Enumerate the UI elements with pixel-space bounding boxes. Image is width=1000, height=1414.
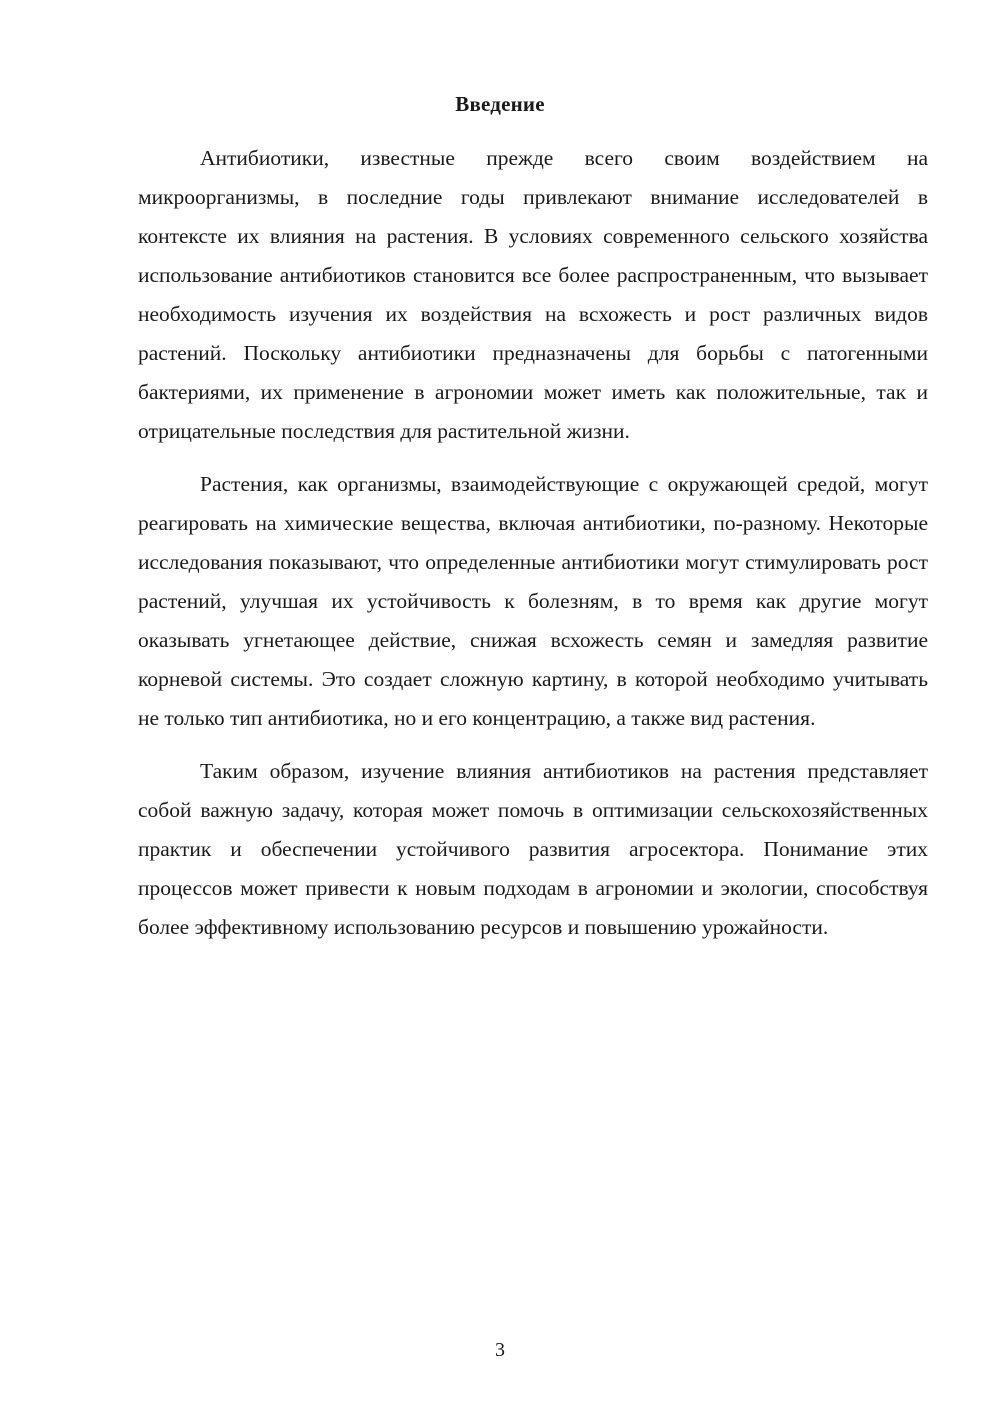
- paragraph-2: Растения, как организмы, взаимодействующие с окружающей средой, могут реагировать на химические вещества, включая антибиотики, по-разному. Некоторые исследования показывают, что определенные антибиотики могут стимулировать рост растений, улучшая их устойчивость к болезням, в то время как другие могут оказывать угнетающее действие, снижая всхожесть семян и замедляя развитие корневой системы. Это создает сложную картину, в которой необходимо учитывать не только тип антибиотика, но и его концентрацию, а также вид растения.: [138, 472, 928, 730]
- page-title: Введение: [455, 92, 545, 116]
- paragraph-1: Антибиотики, известные прежде всего своим воздействием на микроорганизмы, в последние годы привлекают внимание исследователей в контексте их влияния на растения. В условиях современного сельского хозяйства использование антибиотиков становится все более распространенным, что вызывает необходимость изучения их воздействия на всхожесть и рост различных видов растений. Поскольку антибиотики предназначены для борьбы с патогенными бактериями, их применение в агрономии может иметь как положительные, так и отрицательные последствия для растительной жизни.: [138, 146, 928, 443]
- page-number: 3: [495, 1339, 505, 1361]
- paragraph-3: Таким образом, изучение влияния антибиотиков на растения представляет собой важную задачу, которая может помочь в оптимизации сельскохозяйственных практик и обеспечении устойчивого развития агросектора. Понимание этих процессов может привести к новым подходам в агрономии и экологии, способствуя более эффективному использованию ресурсов и повышению урожайности.: [138, 759, 928, 939]
